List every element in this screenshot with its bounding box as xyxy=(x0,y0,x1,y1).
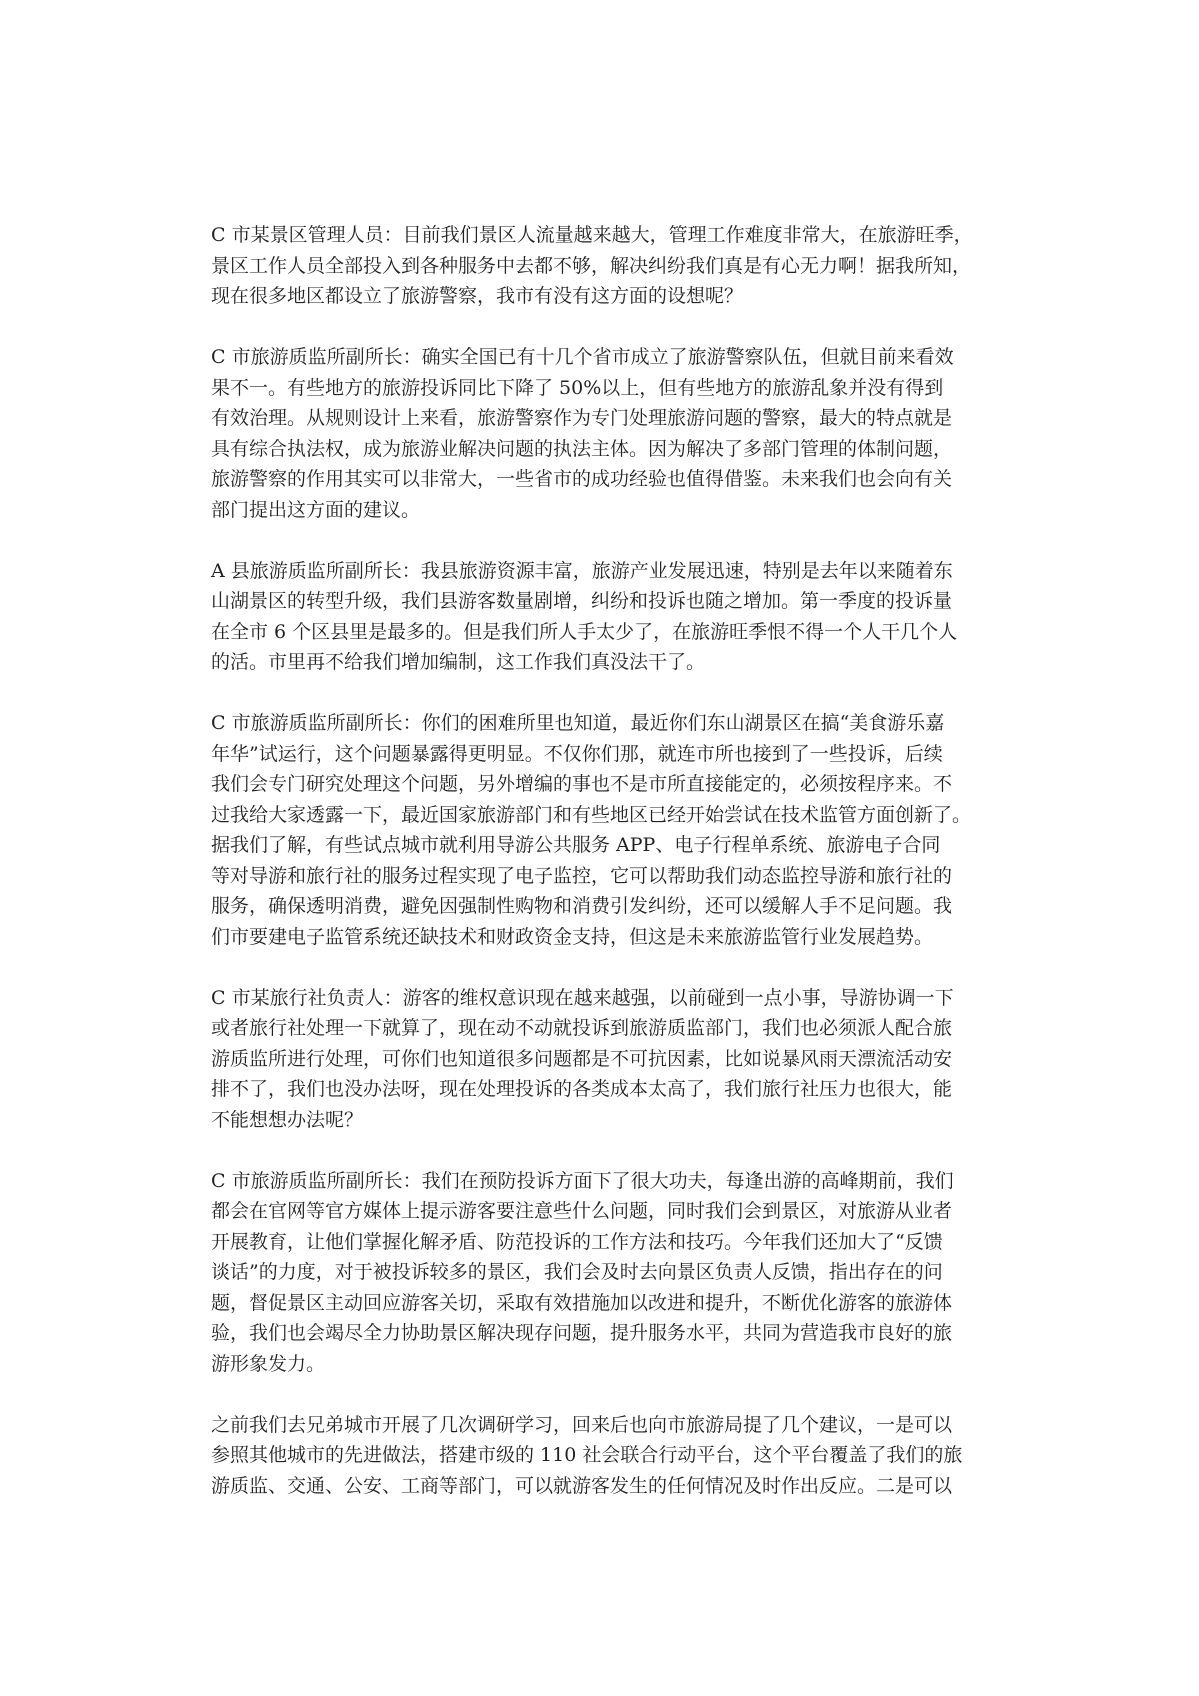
text-line: 部门提出这方面的建议。 xyxy=(211,498,421,521)
paragraph-scenic-area-manager xyxy=(211,220,995,312)
paragraph-city-deputy-director-prevention xyxy=(211,1166,995,1380)
text-line: 有效治理。从规则设计上来看，旅游警察作为专门处理旅游问题的警察，最大的特点就是 xyxy=(211,407,953,429)
text-line: 据我们了解，有些试点城市就利用导游公共服务 APP、电子行程单系统、旅游电子合同 xyxy=(211,834,941,856)
text-line: 游质监所进行处理，可你们也知道很多问题都是不可抗因素，比如说暴风雨天漂流活动安 xyxy=(211,1047,953,1070)
text-line: 在全市 6 个区县里是最多的。但是我们所人手太少了，在旅游旺季恨不得一个人干几个人 xyxy=(211,620,958,643)
text-line: 我们会专门研究处理这个问题，另外增编的事也不是市所直接能定的，必须按程序来。不 xyxy=(211,773,953,795)
text-line: 游形象发力。 xyxy=(211,1352,326,1375)
paragraph-city-deputy-director-police xyxy=(211,342,995,525)
text-line: 不能想想办法呢？ xyxy=(211,1108,364,1131)
text-line: 或者旅行社处理一下就算了，现在动不动就投诉到旅游质监部门，我们也必须派人配合旅 xyxy=(211,1017,953,1039)
text-line: 之前我们去兄弟城市开展了几次调研学习，回来后也向市旅游局提了几个建议，一是可以 xyxy=(211,1413,953,1436)
text-line: 参照其他城市的先进做法，搭建市级的 110 社会联合行动平台，这个平台覆盖了我们的旅 xyxy=(211,1444,963,1466)
text-line: 山湖景区的转型升级，我们县游客数量剧增，纠纷和投诉也随之增加。第一季度的投诉量 xyxy=(211,590,953,612)
text-line: 们市要建电子监管系统还缺技术和财政资金支持，但这是未来旅游监管行业发展趋势。 xyxy=(211,925,934,948)
paragraph-study-visit-suggestions xyxy=(211,1410,995,1502)
document-body xyxy=(211,220,995,1532)
text-line: 服务，确保透明消费，避免因强制性购物和消费引发纠纷，还可以缓解人手不足问题。我 xyxy=(211,895,953,917)
text-line: A 县旅游质监所副所长：我县旅游资源丰富，旅游产业发展迅速，特别是去年以来随着东 xyxy=(211,559,953,582)
text-line: 过我给大家透露一下，最近国家旅游部门和有些地区已经开始尝试在技术监管方面创新了。 xyxy=(211,803,972,826)
text-line: 现在很多地区都设立了旅游警察，我市有没有这方面的设想呢？ xyxy=(211,285,744,307)
text-line: 排不了，我们也没办法呀，现在处理投诉的各类成本太高了，我们旅行社压力也很大，能 xyxy=(211,1078,953,1100)
text-line: 谈话”的力度，对于被投诉较多的景区，我们会及时去向景区负责人反馈，指出存在的问 xyxy=(211,1261,943,1283)
text-line: 题，督促景区主动回应游客关切，采取有效措施加以改进和提升，不断优化游客的旅游体 xyxy=(211,1291,953,1314)
text-line: 的活。市里再不给我们增加编制，这工作我们真没法干了。 xyxy=(211,651,706,673)
text-line: 游质监、交通、公安、工商等部门，可以就游客发生的任何情况及时作出反应。二是可以 xyxy=(211,1474,953,1497)
text-line: 果不一。有些地方的旅游投诉同比下降了 50%以上，但有些地方的旅游乱象并没有得到 xyxy=(211,376,944,399)
text-line: 旅游警察的作用其实可以非常大，一些省市的成功经验也值得借鉴。未来我们也会向有关 xyxy=(211,468,953,490)
text-line: C 市某景区管理人员：目前我们景区人流量越来越大，管理工作难度非常大，在旅游旺季， xyxy=(211,224,973,246)
paragraph-travel-agency-head xyxy=(211,983,995,1136)
text-line: 验，我们也会竭尽全力协助景区解决现存问题，提升服务水平，共同为营造我市良好的旅 xyxy=(211,1322,953,1344)
text-line: 景区工作人员全部投入到各种服务中去都不够，解决纠纷我们真是有心无力啊！据我所知， xyxy=(211,254,972,277)
text-line: C 市旅游质监所副所长：我们在预防投诉方面下了很大功夫，每逢出游的高峰期前，我们 xyxy=(211,1169,954,1192)
text-line: 等对导游和旅行社的服务过程实现了电子监控，它可以帮助我们动态监控导游和旅行社的 xyxy=(211,864,953,887)
text-line: C 市旅游质监所副所长：你们的困难所里也知道，最近你们东山湖景区在搞“美食游乐嘉 xyxy=(211,712,945,734)
paragraph-city-deputy-director-tech xyxy=(211,708,995,952)
text-line: 年华”试运行，这个问题暴露得更明显。不仅你们那，就连市所也接到了一些投诉，后续 xyxy=(211,742,943,765)
paragraph-county-deputy-director xyxy=(211,556,995,678)
text-line: 具有综合执法权，成为旅游业解决问题的执法主体。因为解决了多部门管理的体制问题， xyxy=(211,437,953,460)
text-line: 开展教育，让他们掌握化解矛盾、防范投诉的工作方法和技巧。今年我们还加大了“反馈 xyxy=(211,1230,943,1253)
text-line: C 市某旅行社负责人：游客的维权意识现在越来越强，以前碰到一点小事，导游协调一下 xyxy=(211,986,954,1009)
text-line: 都会在官网等官方媒体上提示游客要注意些什么问题，同时我们会到景区，对旅游从业者 xyxy=(211,1200,953,1222)
text-line: C 市旅游质监所副所长：确实全国已有十几个省市成立了旅游警察队伍，但就目前来看效 xyxy=(211,346,954,368)
